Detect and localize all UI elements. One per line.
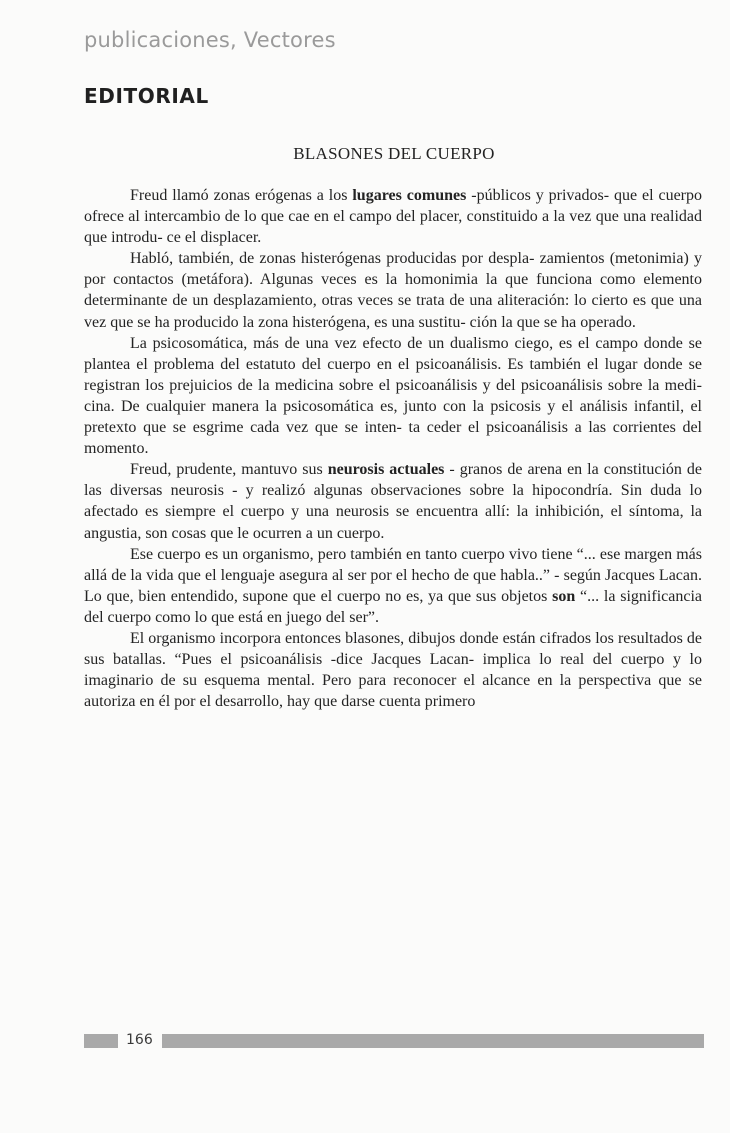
text-run: Ese cuerpo es un organismo, pero también en tanto cuerpo vivo tiene “... ese margen más allá de la vida que el lenguaje asegura al ser por el hecho de que habla..” - según Jacques Lacan. Lo que, bien entendido, supone que el cuerpo no es, ya que sus objetos <box>84 545 702 605</box>
paragraph <box>84 248 702 332</box>
text-run: “... la significancia del cuerpo como lo que está en juego del ser”. <box>84 587 702 626</box>
text-run: La psicosomática, más de una vez efecto de un dualismo ciego, es el campo donde se plantea el problema del estatuto del cuerpo en el psicoanálisis. Es también el lugar donde se registran los prejuicios de la medicina sobre el psicoanálisis y del psicoanálisis sobre la medi- cina. De cualquier manera la psicosomática es, junto con la psicosis y el análisis infantil, el pretexto que se esgrime cada vez que se inten- ta ceder el psicoanálisis a las corrientes del momento. <box>84 334 702 458</box>
paragraph <box>84 459 702 543</box>
section-label: EDITORIAL <box>84 84 209 108</box>
paragraph <box>84 333 702 460</box>
paragraph <box>84 544 702 628</box>
text-run: -públicos y privados- que el cuerpo ofrece al intercambio de lo que cae en el campo del placer, constituido a la vez que una realidad que introdu- ce el displacer. <box>84 187 703 247</box>
bold-phrase: neurosis actuales <box>327 461 445 479</box>
page-number: 166 <box>126 1032 153 1048</box>
article-title: BLASONES DEL CUERPO <box>293 144 495 163</box>
paragraph <box>84 185 702 248</box>
text-run: Freud llamó zonas erógenas a los <box>130 187 353 204</box>
text-run: Freud, prudente, mantuvo sus <box>130 461 328 479</box>
bold-phrase: son <box>552 587 576 605</box>
text-run: El organismo incorpora entonces blasones, dibujos donde están cifrados los resultados de sus batallas. “Pues el psicoanálisis -dice Jacques Lacan- implica lo real del cuerpo y lo imaginario de su esquema mental. Pero para reconocer el alcance en la perspectiva que se autoriza en él por el desarrollo, hay que darse cuenta primero <box>84 629 702 711</box>
page-footer <box>84 1030 704 1050</box>
footer-bar-right <box>162 1034 704 1048</box>
text-run: Habló, también, de zonas histerógenas producidas por despla- zamientos (metonimia) y por contactos (metáfora). Algunas veces es la homonimia la que funciona como elemento determinante de un desplazamiento, otras veces se trata de una aliteración: lo cierto es que una vez que se ha producido la zona histerógena, es una sustitu- ción la que se ha operado. <box>84 250 702 331</box>
text-run: - granos de arena en la constitución de las diversas neurosis - y realizó algunas observaciones sobre la hipocondría. Sin duda lo afectado es siempre el cuerpo y una neurosis se encuentra allí: la inhibición, el síntoma, la angustia, son cosas que le ocurren a un cuerpo. <box>84 461 702 542</box>
article-body <box>84 185 702 712</box>
footer-bar-left <box>84 1034 118 1048</box>
running-head: publicaciones, Vectores <box>84 28 336 52</box>
bold-phrase: lugares comunes <box>352 187 467 204</box>
paragraph <box>84 628 702 712</box>
